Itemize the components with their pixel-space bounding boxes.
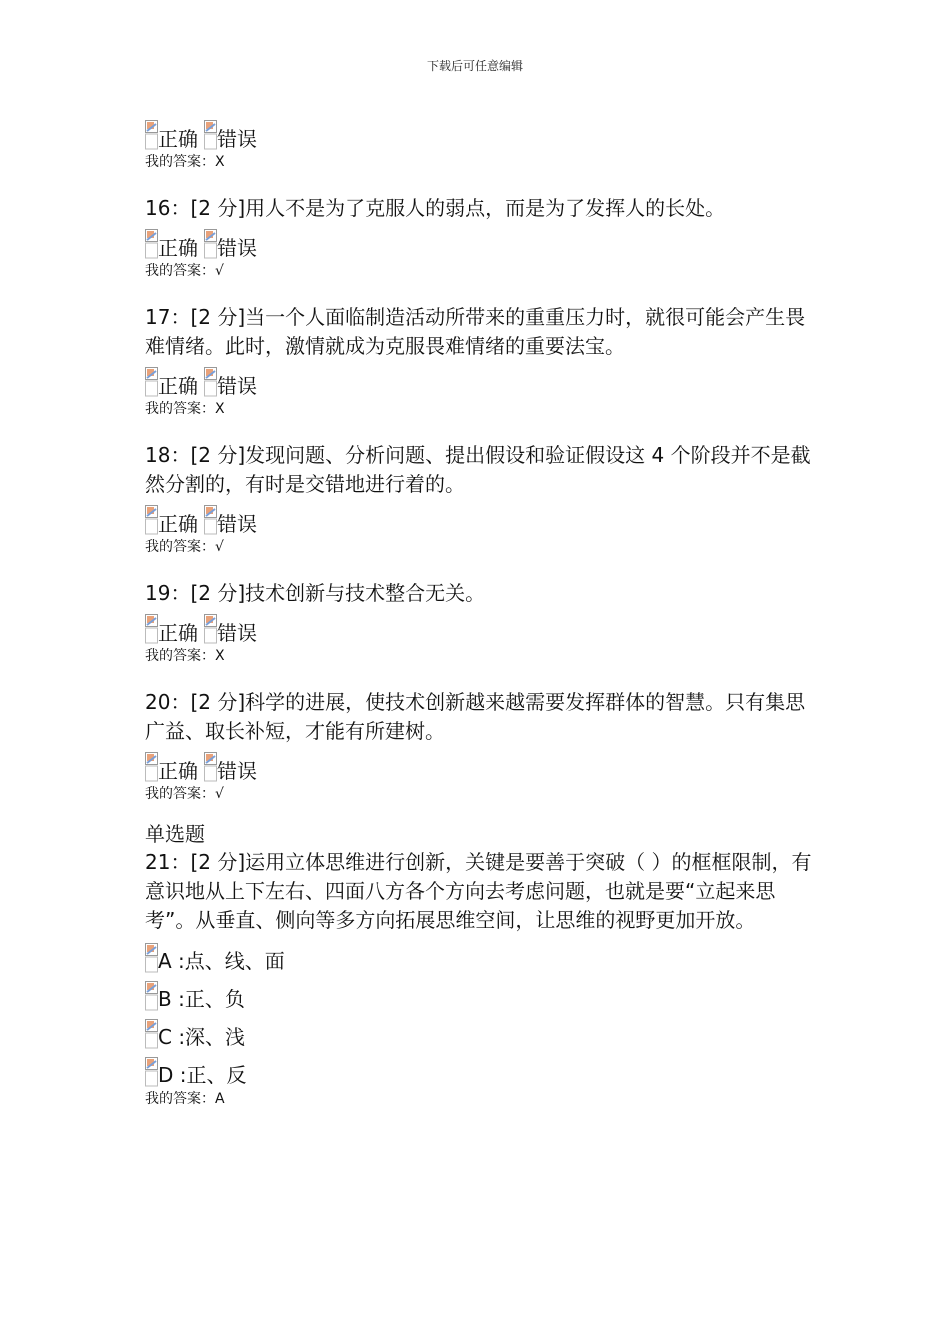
option-false[interactable] [204, 752, 257, 782]
option-false[interactable] [204, 505, 257, 535]
broken-image-icon [145, 981, 158, 1011]
broken-image-icon [145, 505, 158, 535]
option-label: 错误 [217, 236, 257, 260]
option-label: 错误 [217, 759, 257, 783]
question-text: 16：[2 分]用人不是为了克服人的弱点，而是为了发挥人的长处。 [145, 196, 726, 220]
broken-image-icon [204, 120, 217, 150]
options-row [145, 499, 815, 535]
question-block-18 [145, 441, 815, 559]
my-answer: 我的答案：A [145, 1091, 225, 1107]
broken-image-icon [145, 120, 158, 150]
question-text: 17：[2 分]当一个人面临制造活动所带来的重重压力时，就很可能会产生畏难情绪。此时，激情就成为克服畏难情绪的重要法宝。 [145, 305, 806, 358]
option-false[interactable] [204, 120, 257, 150]
choice-label: D :正、反 [158, 1063, 247, 1087]
option-label: 错误 [217, 621, 257, 645]
my-answer: 我的答案：X [145, 648, 225, 664]
broken-image-icon [145, 229, 158, 259]
question-block-21 [145, 848, 815, 1111]
choice-label: A :点、线、面 [158, 949, 285, 973]
section-title: 单选题 [145, 822, 205, 846]
question-text: 19：[2 分]技术创新与技术整合无关。 [145, 581, 486, 605]
question-text: 18：[2 分]发现问题、分析问题、提出假设和验证假设这 4 个阶段并不是截然分割的，有时是交错地进行着的。 [145, 443, 811, 496]
option-label: 正确 [158, 127, 198, 151]
quiz-content [145, 114, 815, 1111]
my-answer: 我的答案：X [145, 401, 225, 417]
choice-d[interactable] [145, 1049, 815, 1087]
choice-label: C :深、浅 [158, 1025, 246, 1049]
question-block-17 [145, 303, 815, 421]
option-label: 正确 [158, 621, 198, 645]
option-label: 正确 [158, 236, 198, 260]
option-label: 错误 [217, 512, 257, 536]
option-true[interactable] [145, 505, 198, 535]
choice-b[interactable] [145, 973, 815, 1011]
option-label: 正确 [158, 759, 198, 783]
broken-image-icon [145, 943, 158, 973]
broken-image-icon [204, 752, 217, 782]
options-row [145, 223, 815, 259]
choice-label: B :正、负 [158, 987, 245, 1011]
my-answer: 我的答案：X [145, 154, 225, 170]
my-answer: 我的答案：√ [145, 539, 224, 555]
option-true[interactable] [145, 614, 198, 644]
question-text: 20：[2 分]科学的进展，使技术创新越来越需要发挥群体的智慧。只有集思广益、取长补短，才能有所建树。 [145, 690, 806, 743]
option-true[interactable] [145, 229, 198, 259]
options-row [145, 608, 815, 644]
options-row [145, 746, 815, 782]
option-true[interactable] [145, 120, 198, 150]
question-block-15 [145, 114, 815, 174]
options-row [145, 361, 815, 397]
broken-image-icon [145, 367, 158, 397]
broken-image-icon [145, 614, 158, 644]
option-true[interactable] [145, 367, 198, 397]
question-text: 21：[2 分]运用立体思维进行创新，关键是要善于突破（ ）的框框限制，有意识地从上下左右、四面八方各个方向去考虑问题，也就是要“立起来思考”。从垂直、侧向等多方向拓展思维空间，让思维的视野更加开放。 [145, 850, 812, 932]
page-header: 下载后可任意编辑 [426, 59, 523, 73]
broken-image-icon [145, 1057, 158, 1087]
broken-image-icon [204, 229, 217, 259]
option-label: 正确 [158, 374, 198, 398]
option-false[interactable] [204, 367, 257, 397]
options-row [145, 114, 815, 150]
option-true[interactable] [145, 752, 198, 782]
broken-image-icon [204, 505, 217, 535]
question-block-20 [145, 688, 815, 806]
option-label: 错误 [217, 127, 257, 151]
broken-image-icon [145, 752, 158, 782]
broken-image-icon [204, 367, 217, 397]
option-label: 错误 [217, 374, 257, 398]
question-block-19 [145, 579, 815, 668]
my-answer: 我的答案：√ [145, 263, 224, 279]
my-answer: 我的答案：√ [145, 786, 224, 802]
question-block-16 [145, 194, 815, 283]
choice-c[interactable] [145, 1011, 815, 1049]
option-false[interactable] [204, 229, 257, 259]
choice-a[interactable] [145, 935, 815, 973]
broken-image-icon [145, 1019, 158, 1049]
broken-image-icon [204, 614, 217, 644]
option-false[interactable] [204, 614, 257, 644]
option-label: 正确 [158, 512, 198, 536]
